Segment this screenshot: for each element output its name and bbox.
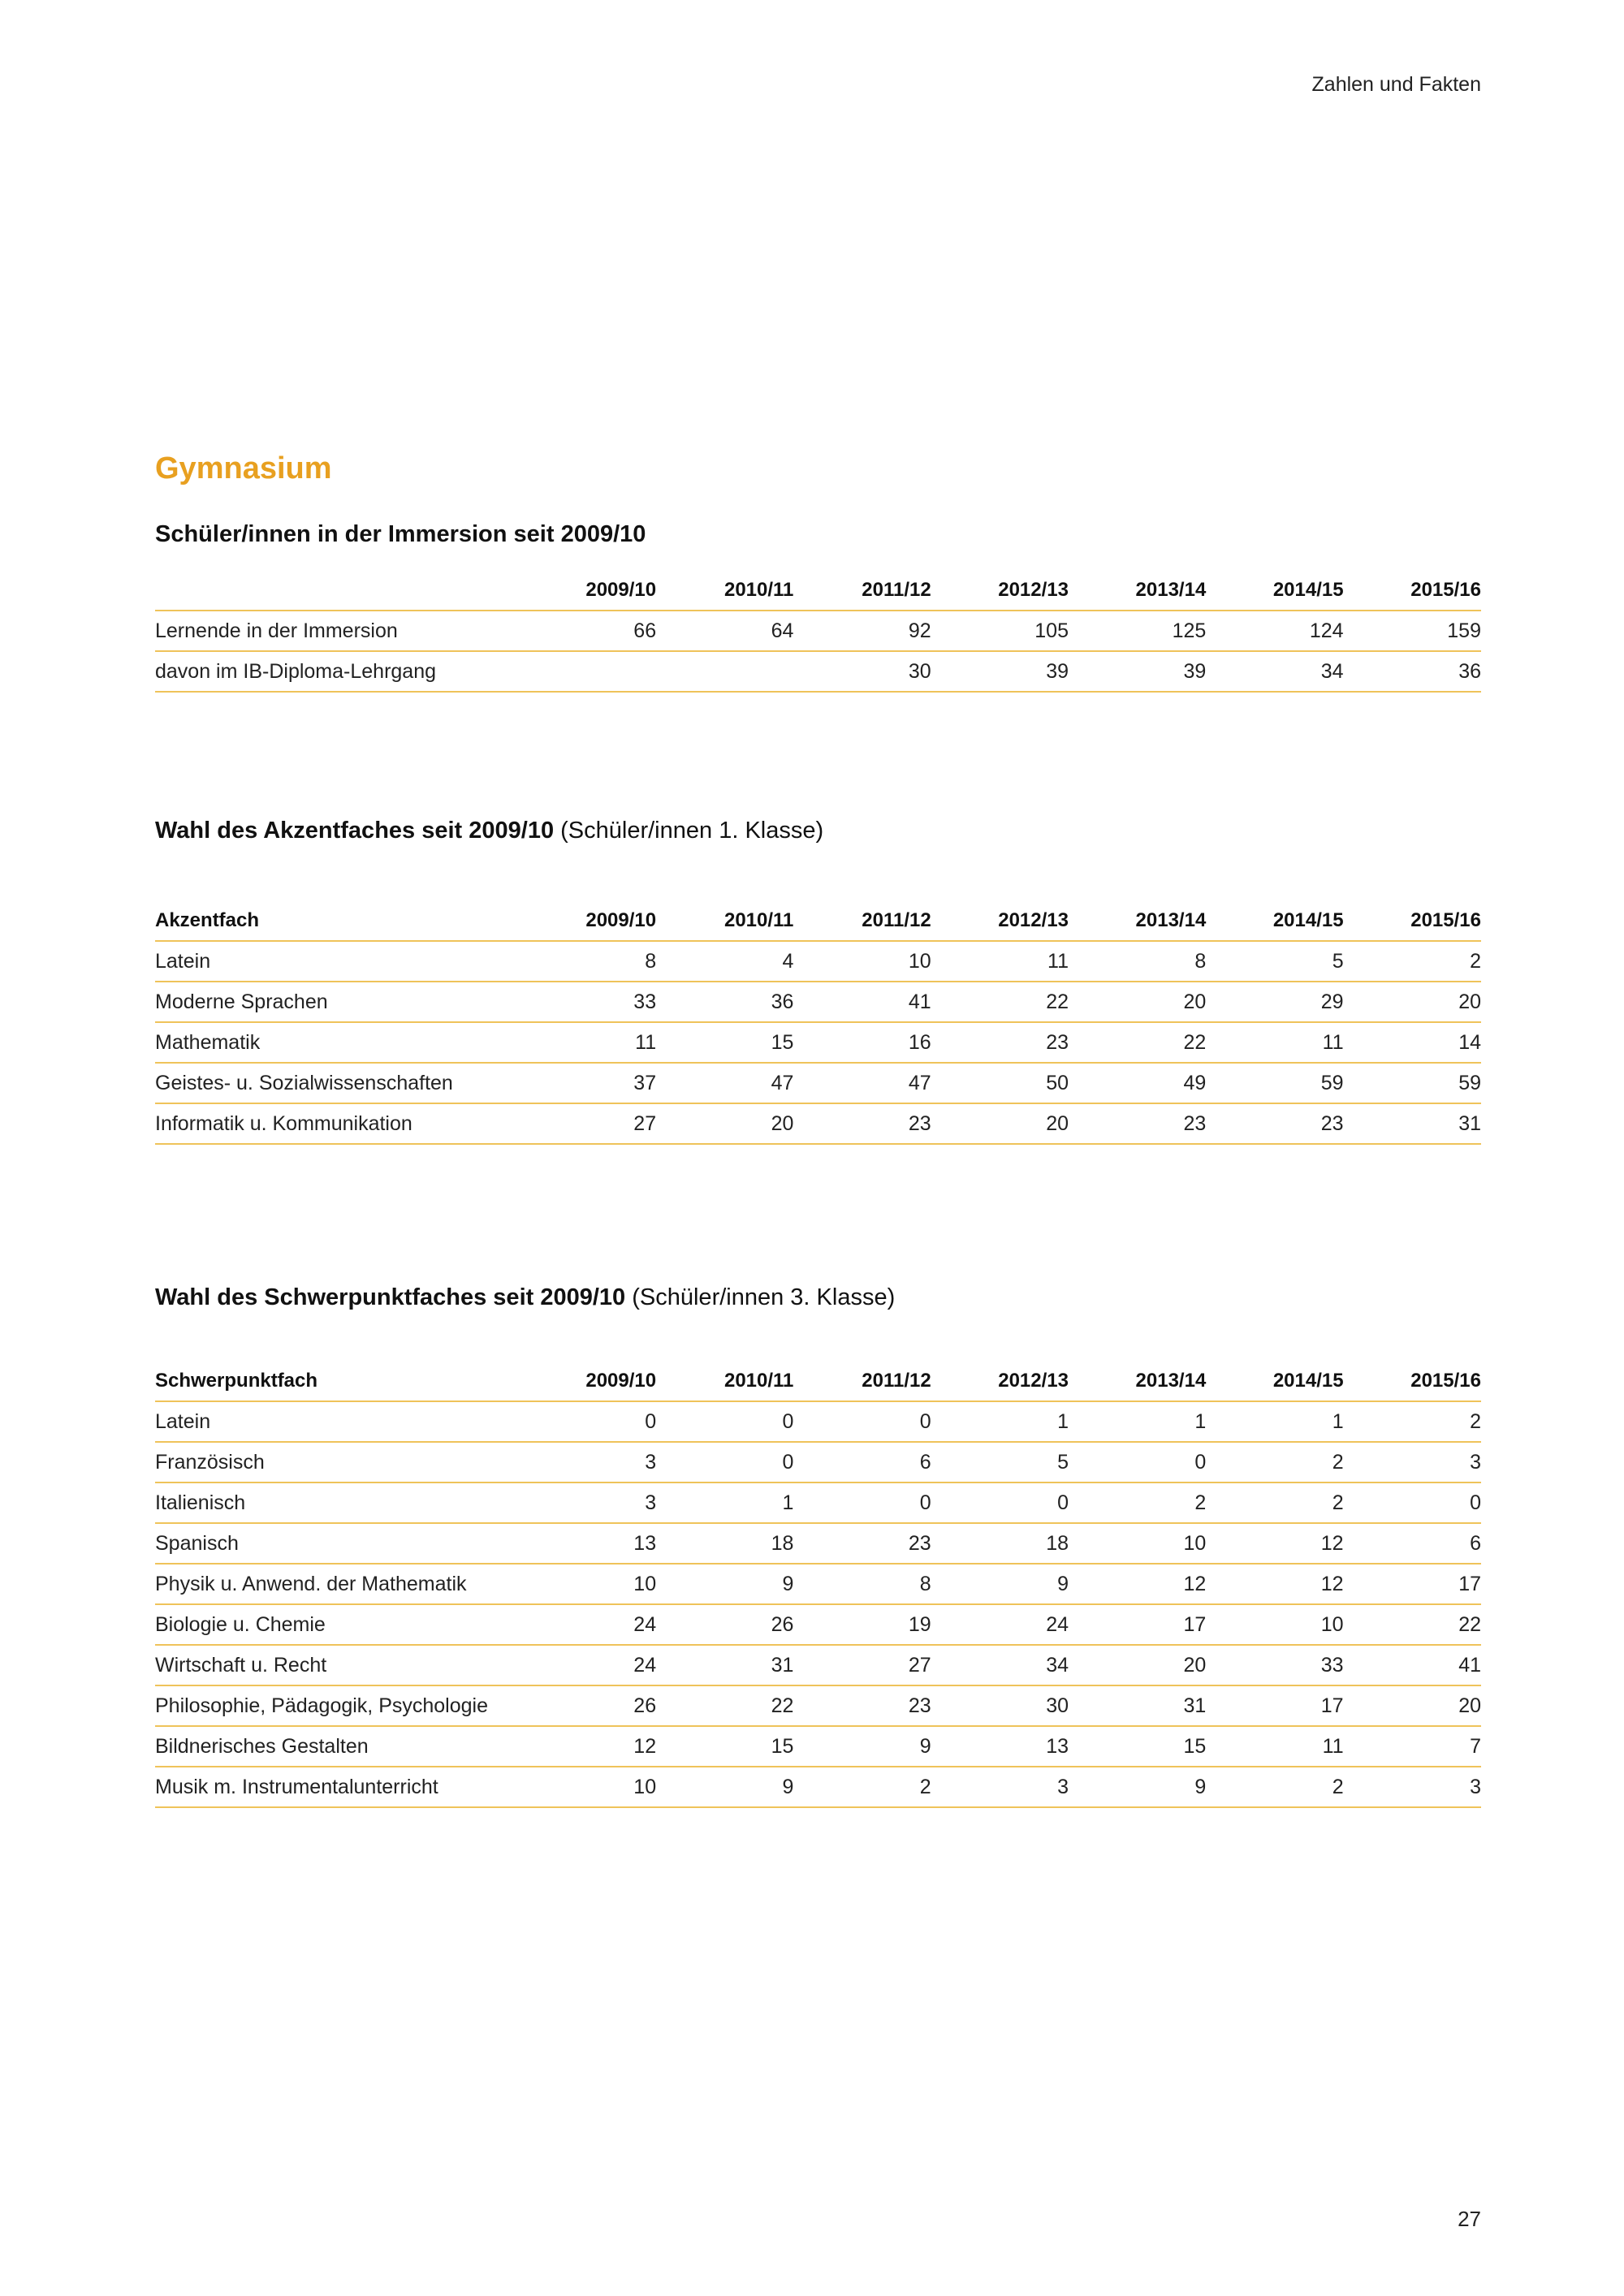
table-cell: 10 <box>519 1564 656 1604</box>
table-header-row <box>155 571 1481 611</box>
table-cell: 3 <box>1344 1442 1481 1482</box>
row-label: Musik m. Instrumentalunterricht <box>155 1767 519 1807</box>
page-number: 27 <box>1458 2207 1481 2231</box>
row-label: Bildnerisches Gestalten <box>155 1726 519 1767</box>
table-cell: 22 <box>1344 1604 1481 1645</box>
table-cell: 37 <box>519 1063 656 1103</box>
table-cell: 13 <box>519 1523 656 1564</box>
table-cell: 16 <box>793 1022 931 1063</box>
table-cell: 41 <box>1344 1645 1481 1685</box>
table-cell: 47 <box>793 1063 931 1103</box>
akzent-subtitle: (Schüler/innen 1. Klasse) <box>560 818 824 844</box>
table-cell: 3 <box>931 1767 1069 1807</box>
section-title: Gymnasium <box>155 451 332 486</box>
table-row <box>155 1063 1481 1103</box>
table-row <box>155 1685 1481 1726</box>
table-cell: 17 <box>1069 1604 1206 1645</box>
table-cell: 26 <box>519 1685 656 1726</box>
table-cell: 34 <box>931 1645 1069 1685</box>
table-cell: 1 <box>656 1482 793 1523</box>
table-cell: 29 <box>1206 982 1343 1022</box>
table-cell: 3 <box>1344 1767 1481 1807</box>
column-header-year: 2011/12 <box>793 901 931 941</box>
table-cell <box>519 651 656 692</box>
row-label: Französisch <box>155 1442 519 1482</box>
table-cell: 39 <box>931 651 1069 692</box>
table-row <box>155 1767 1481 1807</box>
table-cell: 18 <box>931 1523 1069 1564</box>
table-cell: 0 <box>931 1482 1069 1523</box>
table-cell: 10 <box>1069 1523 1206 1564</box>
schwerpunkt-title: Wahl des Schwerpunktfaches seit 2009/10 (Schüler/innen 3. Klasse) <box>155 1284 896 1310</box>
row-label: Biologie u. Chemie <box>155 1604 519 1645</box>
column-header-year: 2012/13 <box>931 901 1069 941</box>
table-cell: 23 <box>1069 1103 1206 1144</box>
table-row <box>155 1442 1481 1482</box>
table-cell: 36 <box>1344 651 1481 692</box>
table-cell: 24 <box>519 1604 656 1645</box>
table-cell: 27 <box>793 1645 931 1685</box>
table-cell: 3 <box>519 1482 656 1523</box>
table-cell: 20 <box>656 1103 793 1144</box>
table-cell: 24 <box>519 1645 656 1685</box>
table-cell: 2 <box>1206 1482 1343 1523</box>
table-cell: 2 <box>1069 1482 1206 1523</box>
table-cell: 59 <box>1344 1063 1481 1103</box>
table-row <box>155 1645 1481 1685</box>
column-header-year: 2015/16 <box>1344 901 1481 941</box>
table-cell: 39 <box>1069 651 1206 692</box>
table-row <box>155 651 1481 692</box>
table-cell: 6 <box>1344 1523 1481 1564</box>
table-cell: 22 <box>931 982 1069 1022</box>
row-label: Spanisch <box>155 1523 519 1564</box>
row-label: Lernende in der Immersion <box>155 611 519 651</box>
table-cell: 2 <box>1344 1401 1481 1442</box>
table-cell: 31 <box>1069 1685 1206 1726</box>
table-cell: 11 <box>519 1022 656 1063</box>
row-label: Informatik u. Kommunikation <box>155 1103 519 1144</box>
table-header-row <box>155 1362 1481 1401</box>
table-cell: 20 <box>931 1103 1069 1144</box>
table-cell: 10 <box>519 1767 656 1807</box>
table-cell: 105 <box>931 611 1069 651</box>
table-cell: 23 <box>931 1022 1069 1063</box>
table-cell: 2 <box>793 1767 931 1807</box>
table-cell: 14 <box>1344 1022 1481 1063</box>
table-cell: 3 <box>519 1442 656 1482</box>
table-cell: 22 <box>1069 1022 1206 1063</box>
row-label: Latein <box>155 1401 519 1442</box>
table-cell: 34 <box>1206 651 1343 692</box>
table-cell: 0 <box>793 1482 931 1523</box>
table-cell: 10 <box>1206 1604 1343 1645</box>
row-label: Philosophie, Pädagogik, Psychologie <box>155 1685 519 1726</box>
schwerpunkt-table <box>155 1362 1481 1808</box>
table-cell <box>656 651 793 692</box>
table-cell: 12 <box>519 1726 656 1767</box>
table-cell: 2 <box>1206 1767 1343 1807</box>
column-header-year: 2013/14 <box>1069 571 1206 611</box>
row-label: Physik u. Anwend. der Mathematik <box>155 1564 519 1604</box>
table-cell: 9 <box>931 1564 1069 1604</box>
table-cell: 12 <box>1206 1564 1343 1604</box>
table-cell: 24 <box>931 1604 1069 1645</box>
table-cell: 9 <box>656 1767 793 1807</box>
table-cell: 30 <box>793 651 931 692</box>
table-cell: 2 <box>1206 1442 1343 1482</box>
table-cell: 23 <box>1206 1103 1343 1144</box>
column-header-year: 2015/16 <box>1344 1362 1481 1401</box>
table-cell: 19 <box>793 1604 931 1645</box>
table-cell: 0 <box>519 1401 656 1442</box>
table-cell: 1 <box>1069 1401 1206 1442</box>
table-cell: 9 <box>793 1726 931 1767</box>
table-cell: 31 <box>656 1645 793 1685</box>
column-header-label: Akzentfach <box>155 901 519 941</box>
table-cell: 0 <box>656 1401 793 1442</box>
akzent-section <box>155 818 1481 1145</box>
table-cell: 31 <box>1344 1103 1481 1144</box>
table-cell: 1 <box>931 1401 1069 1442</box>
table-cell: 13 <box>931 1726 1069 1767</box>
table-cell: 23 <box>793 1523 931 1564</box>
row-label: Latein <box>155 941 519 982</box>
schwerpunkt-subtitle: (Schüler/innen 3. Klasse) <box>632 1284 896 1310</box>
table-cell: 9 <box>1069 1767 1206 1807</box>
row-label: Mathematik <box>155 1022 519 1063</box>
table-cell: 30 <box>931 1685 1069 1726</box>
table-cell: 8 <box>793 1564 931 1604</box>
table-cell: 50 <box>931 1063 1069 1103</box>
column-header-year: 2009/10 <box>519 1362 656 1401</box>
table-cell: 11 <box>1206 1022 1343 1063</box>
column-header-year: 2011/12 <box>793 571 931 611</box>
column-header-year: 2011/12 <box>793 1362 931 1401</box>
table-cell: 20 <box>1344 1685 1481 1726</box>
table-cell: 27 <box>519 1103 656 1144</box>
column-header-year: 2012/13 <box>931 1362 1069 1401</box>
row-label: davon im IB-Diploma-Lehrgang <box>155 651 519 692</box>
table-cell: 2 <box>1344 941 1481 982</box>
column-header-year: 2014/15 <box>1206 901 1343 941</box>
akzent-title: Wahl des Akzentfaches seit 2009/10 (Schüler/innen 1. Klasse) <box>155 818 824 844</box>
table-cell: 9 <box>656 1564 793 1604</box>
table-cell: 5 <box>1206 941 1343 982</box>
table-cell: 124 <box>1206 611 1343 651</box>
row-label: Wirtschaft u. Recht <box>155 1645 519 1685</box>
column-header-year: 2014/15 <box>1206 571 1343 611</box>
row-label: Moderne Sprachen <box>155 982 519 1022</box>
table-cell: 17 <box>1344 1564 1481 1604</box>
table-row <box>155 1564 1481 1604</box>
table-cell: 7 <box>1344 1726 1481 1767</box>
table-cell: 92 <box>793 611 931 651</box>
table-row <box>155 1103 1481 1144</box>
table-cell: 8 <box>519 941 656 982</box>
table-cell: 22 <box>656 1685 793 1726</box>
table-cell: 0 <box>793 1401 931 1442</box>
table-cell: 20 <box>1069 1645 1206 1685</box>
column-header-year: 2015/16 <box>1344 571 1481 611</box>
immersion-table <box>155 571 1481 693</box>
immersion-title: Schüler/innen in der Immersion seit 2009/10 <box>155 521 646 547</box>
table-cell: 4 <box>656 941 793 982</box>
table-cell: 33 <box>519 982 656 1022</box>
table-cell: 20 <box>1069 982 1206 1022</box>
table-row <box>155 941 1481 982</box>
table-cell: 125 <box>1069 611 1206 651</box>
table-cell: 10 <box>793 941 931 982</box>
table-cell: 23 <box>793 1685 931 1726</box>
column-header-year: 2013/14 <box>1069 1362 1206 1401</box>
table-row <box>155 1523 1481 1564</box>
column-header-year: 2010/11 <box>656 571 793 611</box>
table-cell: 36 <box>656 982 793 1022</box>
table-row <box>155 1726 1481 1767</box>
table-row <box>155 1482 1481 1523</box>
table-cell: 18 <box>656 1523 793 1564</box>
table-cell: 6 <box>793 1442 931 1482</box>
table-cell: 0 <box>656 1442 793 1482</box>
running-head: Zahlen und Fakten <box>1311 73 1481 96</box>
table-cell: 41 <box>793 982 931 1022</box>
schwerpunkt-section <box>155 1284 1481 1808</box>
akzent-table <box>155 901 1481 1145</box>
table-cell: 0 <box>1069 1442 1206 1482</box>
table-cell: 66 <box>519 611 656 651</box>
table-cell: 11 <box>1206 1726 1343 1767</box>
column-header-year: 2010/11 <box>656 1362 793 1401</box>
table-cell: 15 <box>656 1726 793 1767</box>
table-cell: 12 <box>1069 1564 1206 1604</box>
table-cell: 15 <box>1069 1726 1206 1767</box>
column-header-year: 2010/11 <box>656 901 793 941</box>
table-cell: 26 <box>656 1604 793 1645</box>
table-cell: 11 <box>931 941 1069 982</box>
table-cell: 20 <box>1344 982 1481 1022</box>
table-cell: 5 <box>931 1442 1069 1482</box>
table-cell: 23 <box>793 1103 931 1144</box>
table-cell: 0 <box>1344 1482 1481 1523</box>
table-header-row <box>155 901 1481 941</box>
table-cell: 47 <box>656 1063 793 1103</box>
row-label: Italienisch <box>155 1482 519 1523</box>
table-cell: 33 <box>1206 1645 1343 1685</box>
column-header-year: 2014/15 <box>1206 1362 1343 1401</box>
table-cell: 8 <box>1069 941 1206 982</box>
table-row <box>155 1604 1481 1645</box>
column-header-label: Schwerpunktfach <box>155 1362 519 1401</box>
column-header-year: 2009/10 <box>519 901 656 941</box>
immersion-section <box>155 521 1481 693</box>
table-cell: 64 <box>656 611 793 651</box>
column-header-year: 2009/10 <box>519 571 656 611</box>
column-header-year: 2013/14 <box>1069 901 1206 941</box>
table-cell: 12 <box>1206 1523 1343 1564</box>
row-label: Geistes- u. Sozialwissenschaften <box>155 1063 519 1103</box>
table-cell: 49 <box>1069 1063 1206 1103</box>
table-cell: 15 <box>656 1022 793 1063</box>
table-row <box>155 1022 1481 1063</box>
table-row <box>155 1401 1481 1442</box>
table-cell: 17 <box>1206 1685 1343 1726</box>
column-header-year: 2012/13 <box>931 571 1069 611</box>
table-cell: 159 <box>1344 611 1481 651</box>
table-cell: 1 <box>1206 1401 1343 1442</box>
table-row <box>155 982 1481 1022</box>
table-cell: 59 <box>1206 1063 1343 1103</box>
column-header-label <box>155 571 519 611</box>
table-row <box>155 611 1481 651</box>
